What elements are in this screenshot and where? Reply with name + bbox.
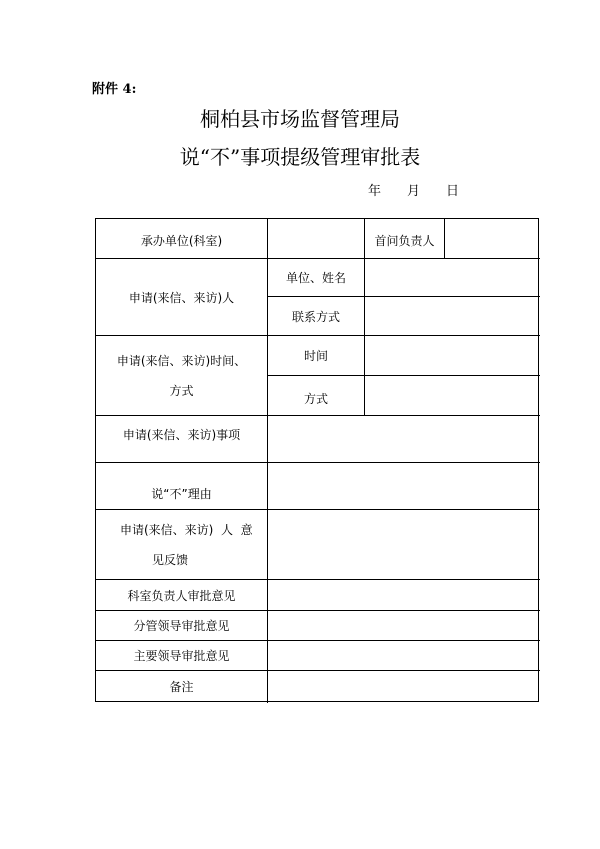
section-chief-label: 科室负责人审批意见 xyxy=(127,588,236,603)
approval-form-table xyxy=(95,218,539,702)
document-title-form: 说“不”事项提级管理审批表 xyxy=(179,145,421,169)
matter-field[interactable] xyxy=(268,416,540,462)
date-day: 日 xyxy=(446,184,460,199)
feedback-label xyxy=(96,510,267,579)
feedback-field[interactable] xyxy=(268,510,540,579)
time-method-label-line2: 方式 xyxy=(169,383,194,398)
time-field[interactable] xyxy=(365,336,540,375)
attachment-label: 附件 4: xyxy=(92,82,137,97)
section-chief-field[interactable] xyxy=(268,580,540,610)
remarks-field[interactable] xyxy=(268,671,540,702)
time-label: 时间 xyxy=(303,349,328,363)
main-leader-field[interactable] xyxy=(268,641,540,670)
main-leader-label: 主要领导审批意见 xyxy=(133,649,230,663)
date-year: 年 xyxy=(368,184,382,199)
feedback-label-line2: 见反馈 xyxy=(152,552,189,567)
reason-label: 说“不”理由 xyxy=(151,486,212,501)
time-method-label-line1: 申请(来信、来访)时间、 xyxy=(116,353,247,368)
matter-label: 申请(来信、来访)事项 xyxy=(122,427,241,442)
date-month: 月 xyxy=(407,184,421,199)
reason-field[interactable] xyxy=(268,463,540,509)
time-method-label xyxy=(96,336,267,415)
deputy-leader-label: 分管领导审批意见 xyxy=(133,619,230,633)
method-field[interactable] xyxy=(365,376,540,415)
date-line xyxy=(368,180,459,199)
undertaking-unit-field[interactable] xyxy=(268,219,364,258)
contact-field[interactable] xyxy=(365,297,540,335)
first-responder-label: 首问负责人 xyxy=(374,234,435,248)
deputy-leader-field[interactable] xyxy=(268,611,540,640)
unit-name-label: 单位、姓名 xyxy=(285,271,346,285)
method-label: 方式 xyxy=(303,392,328,406)
document-title-agency: 桐柏县市场监督管理局 xyxy=(200,107,400,131)
feedback-label-line1: 申请(来信、来访) 人 意 xyxy=(120,522,253,537)
remarks-label: 备注 xyxy=(169,680,194,694)
applicant-label: 申请(来信、来访)人 xyxy=(128,290,235,305)
contact-label: 联系方式 xyxy=(291,309,340,324)
first-responder-field[interactable] xyxy=(445,219,540,258)
unit-name-field[interactable] xyxy=(365,259,540,296)
undertaking-unit-label: 承办单位(科室) xyxy=(140,234,223,248)
